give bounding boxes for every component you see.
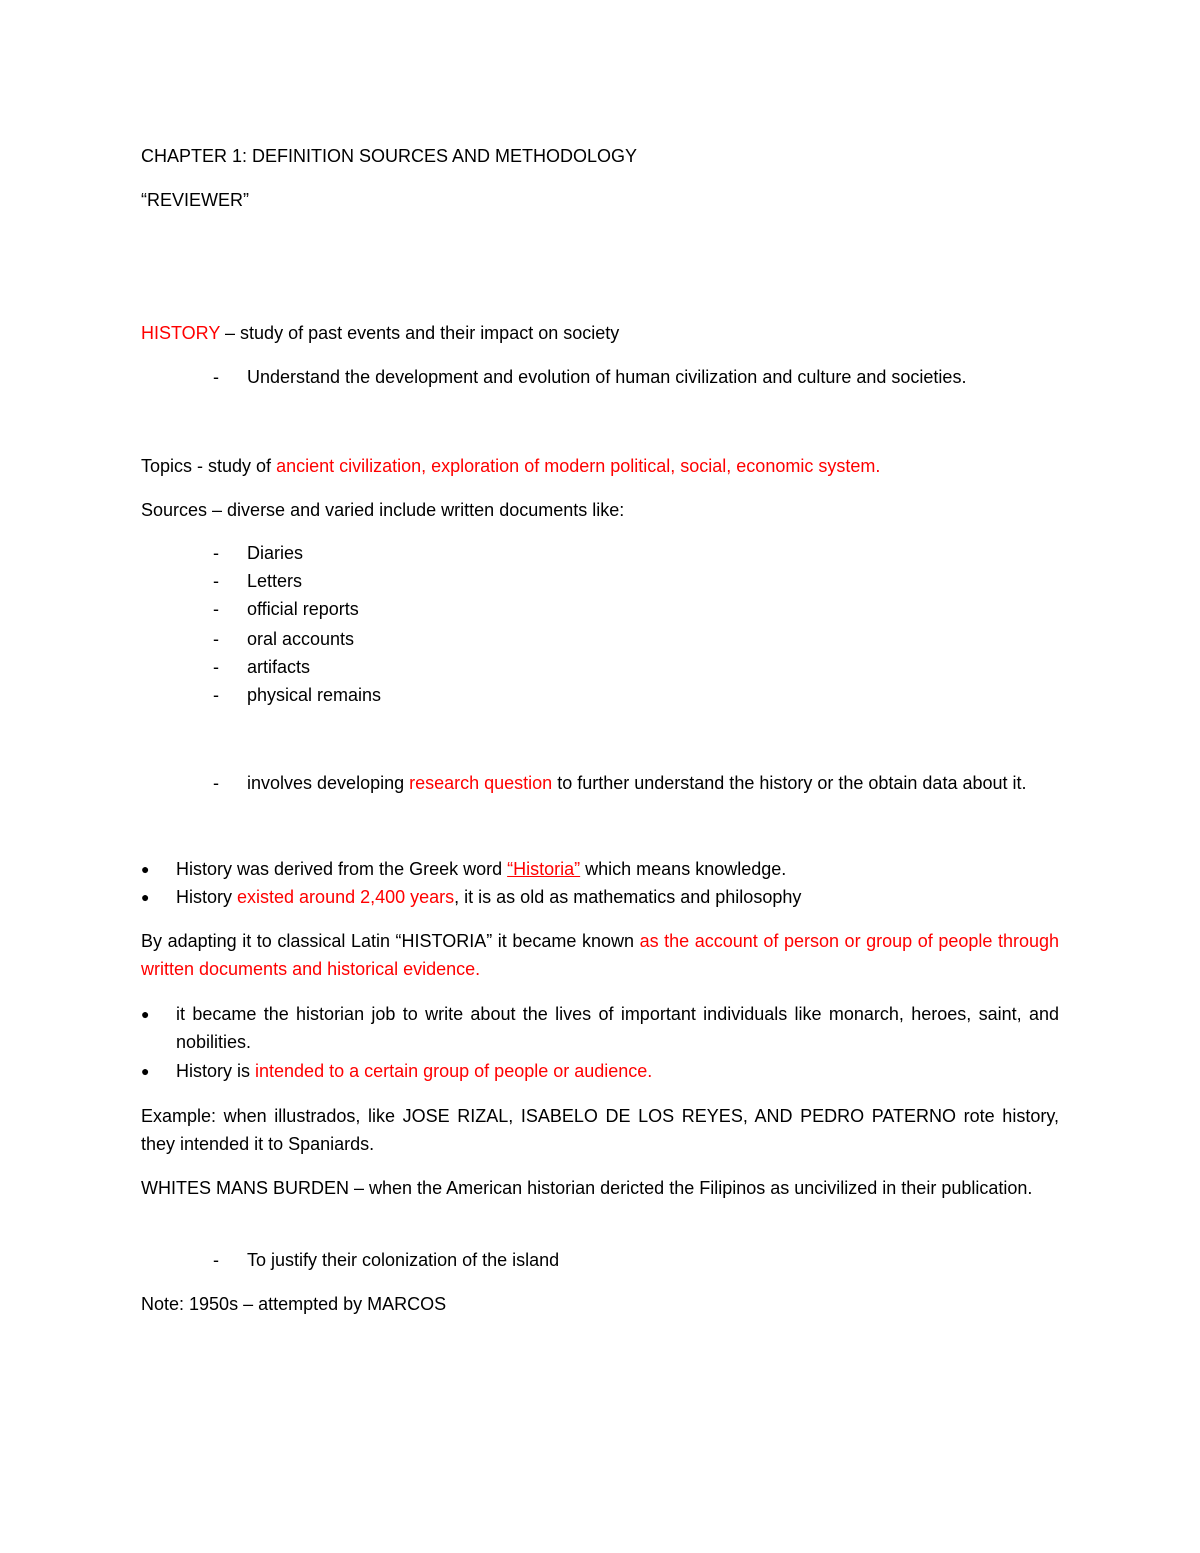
dash-marker: - xyxy=(213,599,219,619)
research-pre: involves developing xyxy=(247,773,410,793)
source-item xyxy=(141,539,1059,567)
audience-highlight: intended to a certain group of people or audience. xyxy=(255,1061,653,1081)
history-definition-text: – study of past events and their impact on society xyxy=(220,323,620,343)
research-item xyxy=(141,769,1059,797)
bullet-marker: ● xyxy=(141,1063,150,1079)
whites-sub-item xyxy=(141,1246,1059,1274)
greek-word-post: which means knowledge. xyxy=(580,859,787,879)
source-item xyxy=(141,567,1059,595)
source-item-text: oral accounts xyxy=(247,629,355,649)
bullet-item xyxy=(141,883,1059,911)
topics-line xyxy=(141,452,1059,480)
history-term: HISTORY xyxy=(141,323,221,343)
history-definition xyxy=(141,319,1059,347)
reviewer-subtitle: “REVIEWER” xyxy=(141,190,249,210)
source-item-text: artifacts xyxy=(247,657,311,677)
dash-marker: - xyxy=(213,543,219,563)
bullet-item-text xyxy=(176,1057,1059,1085)
example-paragraph: Example: when illustrados, like JOSE RIZAL, ISABELO DE LOS REYES, AND PEDRO PATERNO rote history, they intended it to Spaniards. xyxy=(141,1106,1059,1154)
latin-highlight: as the account of person or group of people through written documents and historical evidence. xyxy=(141,931,1059,979)
source-item-text: official reports xyxy=(247,599,359,619)
source-item-text: Diaries xyxy=(247,543,304,563)
source-item xyxy=(141,625,1059,653)
audience-pre: History is xyxy=(176,1061,256,1081)
bullet-item xyxy=(141,1000,1059,1056)
research-item-text xyxy=(247,769,1059,797)
topics-highlight: ancient civilization, exploration of modern political, social, economic system. xyxy=(276,456,881,476)
dash-marker: - xyxy=(213,773,219,793)
history-sub-item xyxy=(141,363,1059,391)
bullet-marker: ● xyxy=(141,1006,150,1022)
source-item-text: Letters xyxy=(247,571,303,591)
source-item xyxy=(141,681,1059,709)
dash-marker: - xyxy=(213,1250,219,1270)
bullet-item-text xyxy=(176,883,1059,911)
sources-lead: Sources – diverse and varied include written documents like: xyxy=(141,500,625,520)
source-item xyxy=(141,595,1059,623)
bullet-item xyxy=(141,1057,1059,1085)
topics-lead: Topics - study of xyxy=(141,456,277,476)
greek-word-pre: History was derived from the Greek word xyxy=(176,859,508,879)
bullet-marker: ● xyxy=(141,889,150,905)
dash-marker: - xyxy=(213,629,219,649)
dash-marker: - xyxy=(213,685,219,705)
latin-pre: By adapting it to classical Latin “HISTORIA” it became known xyxy=(141,931,640,951)
source-item xyxy=(141,653,1059,681)
research-highlight: research question xyxy=(409,773,553,793)
age-post: , it is as old as mathematics and philosophy xyxy=(454,887,802,907)
research-post: to further understand the history or the obtain data about it. xyxy=(552,773,1027,793)
whites-sub-item-text: To justify their colonization of the island xyxy=(247,1250,560,1270)
historia-word: “Historia” xyxy=(507,859,581,879)
dash-marker: - xyxy=(213,571,219,591)
source-item-text: physical remains xyxy=(247,685,382,705)
whites-paragraph: WHITES MANS BURDEN – when the American historian dericted the Filipinos as uncivilized in their publication. xyxy=(141,1178,1033,1198)
bullet-item-text: it became the historian job to write about the lives of important individuals like monarch, heroes, saint, and nobilities. xyxy=(176,1004,1059,1052)
history-sub-item-text: Understand the development and evolution of human civilization and culture and societies. xyxy=(247,367,967,387)
chapter-title: CHAPTER 1: DEFINITION SOURCES AND METHODOLOGY xyxy=(141,146,638,166)
latin-paragraph xyxy=(141,927,1059,983)
age-highlight: existed around 2,400 years xyxy=(237,887,455,907)
dash-marker: - xyxy=(213,657,219,677)
dash-marker: - xyxy=(213,367,219,387)
age-pre: History xyxy=(176,887,238,907)
bullet-marker: ● xyxy=(141,861,150,877)
bullet-item-text xyxy=(176,855,1059,883)
bullet-item xyxy=(141,855,1059,883)
note-line: Note: 1950s – attempted by MARCOS xyxy=(141,1294,447,1314)
